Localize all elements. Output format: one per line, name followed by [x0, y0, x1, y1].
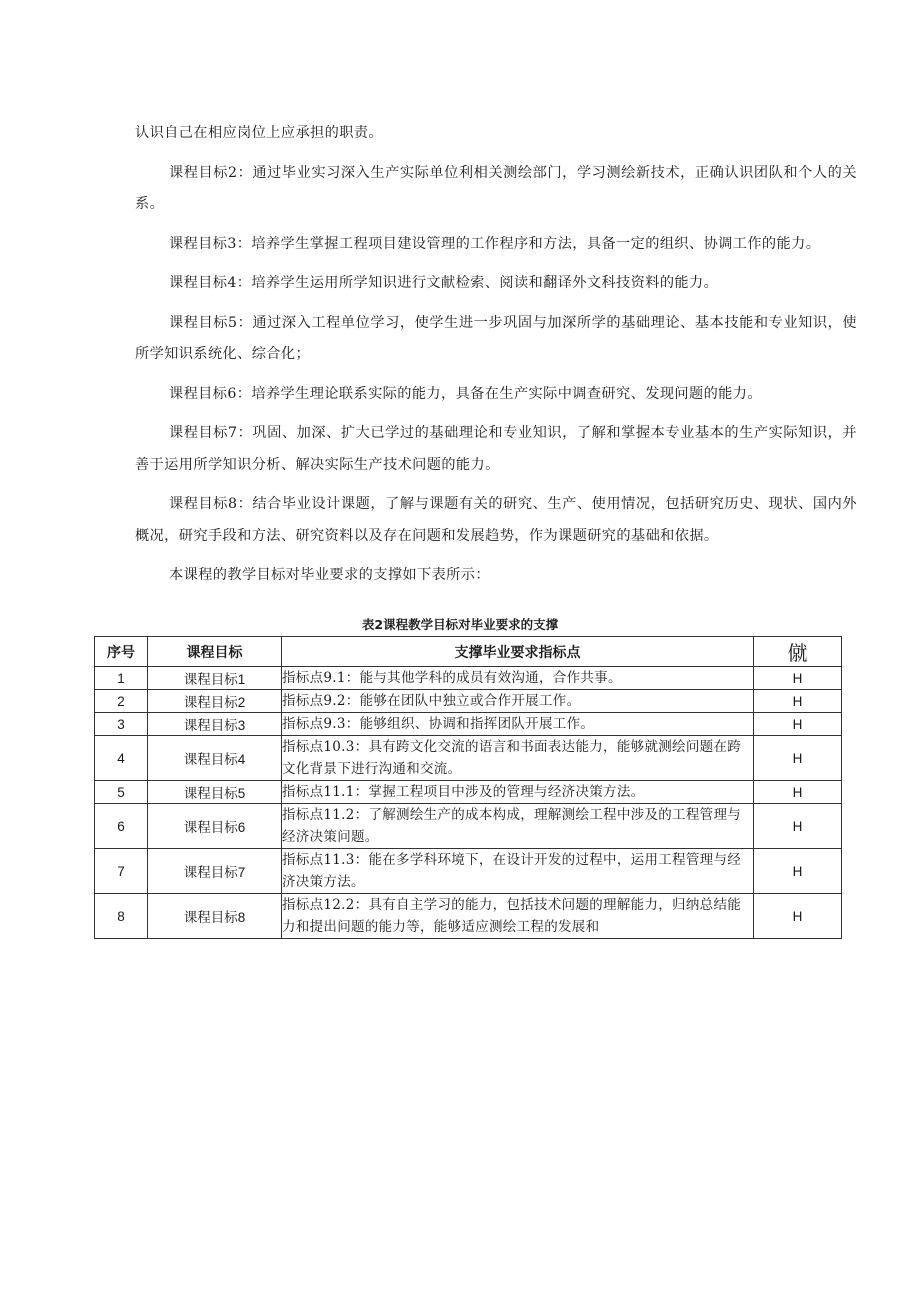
row-goal: 课程目标1: [148, 667, 282, 690]
row-goal: 课程目标5: [148, 781, 282, 804]
row-no: 8: [95, 894, 148, 939]
paragraph: 课程目标7：巩固、加深、扩大已学过的基础理论和专业知识，了解和掌握本专业基本的生产实际知识，并善于运用所学知识分析、解决实际生产技术问题的能力。: [135, 425, 857, 473]
table-row: [95, 736, 842, 781]
row-level: H: [754, 736, 842, 781]
paragraph: 课程目标4：培养学生运用所学知识进行文献检索、阅读和翻译外文科技资料的能力。: [169, 275, 719, 291]
row-level: H: [754, 849, 842, 894]
row-goal: 课程目标8: [148, 894, 282, 939]
header-level: 僦: [754, 637, 842, 667]
paragraph: 课程目标3：培养学生掌握工程项目建设管理的工作程序和方法，具备一定的组织、协调工作的能力。: [169, 235, 821, 252]
row-level: H: [754, 713, 842, 736]
row-level: H: [754, 894, 842, 939]
header-point: 支撑毕业要求指标点: [282, 637, 754, 667]
course-goals-text: [135, 118, 857, 600]
row-point: 指标点11.1：掌握工程项目中涉及的管理与经济决策方法。: [282, 781, 754, 804]
table-row: [95, 713, 842, 736]
row-level: H: [754, 690, 842, 713]
table-header-row: [95, 637, 842, 667]
header-goal: 课程目标: [148, 637, 282, 667]
row-point: 指标点11.3：能在多学科环境下，在设计开发的过程中，运用工程管理与经济决策方法。: [282, 849, 754, 894]
paragraph: 课程目标8：结合毕业设计课题，了解与课题有关的研究、生产、使用情况，包括研究历史、现状、国内外概况，研究手段和方法、研究资料以及存在问题和发展趋势，作为课题研究的基础和依据。: [135, 496, 857, 544]
paragraph: 本课程的教学目标对毕业要求的支撑如下表所示：: [169, 567, 490, 583]
paragraph: 认识自己在相应岗位上应承担的职责。: [135, 125, 383, 141]
row-goal: 课程目标3: [148, 713, 282, 736]
row-no: 2: [95, 690, 148, 713]
requirements-table: [94, 636, 842, 939]
row-no: 3: [95, 713, 148, 736]
row-no: 5: [95, 781, 148, 804]
paragraph: 课程目标6：培养学生理论联系实际的能力，具备在生产实际中调查研究、发现问题的能力。: [169, 385, 762, 402]
row-level: H: [754, 804, 842, 849]
paragraph: 课程目标5：通过深入工程单位学习，使学生进一步巩固与加深所学的基础理论、基本技能和专业知识，使所学知识系统化、综合化；: [135, 314, 857, 362]
row-point: 指标点12.2：具有自主学习的能力，包括技术问题的理解能力，归纳总结能力和提出问题的能力等，能够适应测绘工程的发展和: [282, 894, 754, 939]
row-point: 指标点9.3：能够组织、协调和指挥团队开展工作。: [282, 713, 754, 736]
row-point: 指标点11.2：了解测绘生产的成本构成，理解测绘工程中涉及的工程管理与经济决策问题。: [282, 804, 754, 849]
row-point: 指标点9.2：能够在团队中独立或合作开展工作。: [282, 690, 754, 713]
row-level: H: [754, 667, 842, 690]
row-goal: 课程目标4: [148, 736, 282, 781]
header-no: 序号: [95, 637, 148, 667]
row-goal: 课程目标6: [148, 804, 282, 849]
table-row: [95, 690, 842, 713]
paragraph: 课程目标2：通过毕业实习深入生产实际单位利相关测绘部门，学习测绘新技术，正确认识团队和个人的关系。: [135, 164, 857, 212]
row-no: 1: [95, 667, 148, 690]
row-level: H: [754, 781, 842, 804]
table-row: [95, 894, 842, 939]
row-point: 指标点9.1：能与其他学科的成员有效沟通，合作共事。: [282, 667, 754, 690]
table-row: [95, 849, 842, 894]
row-no: 4: [95, 736, 148, 781]
table-row: [95, 667, 842, 690]
row-goal: 课程目标7: [148, 849, 282, 894]
table-row: [95, 781, 842, 804]
row-point: 指标点10.3：具有跨文化交流的语言和书面表达能力，能够就测绘问题在跨文化背景下进行沟通和交流。: [282, 736, 754, 781]
row-no: 7: [95, 849, 148, 894]
table-caption: 表2课程教学目标对毕业要求的支撑: [361, 617, 559, 632]
row-goal: 课程目标2: [148, 690, 282, 713]
table-row: [95, 804, 842, 849]
row-no: 6: [95, 804, 148, 849]
